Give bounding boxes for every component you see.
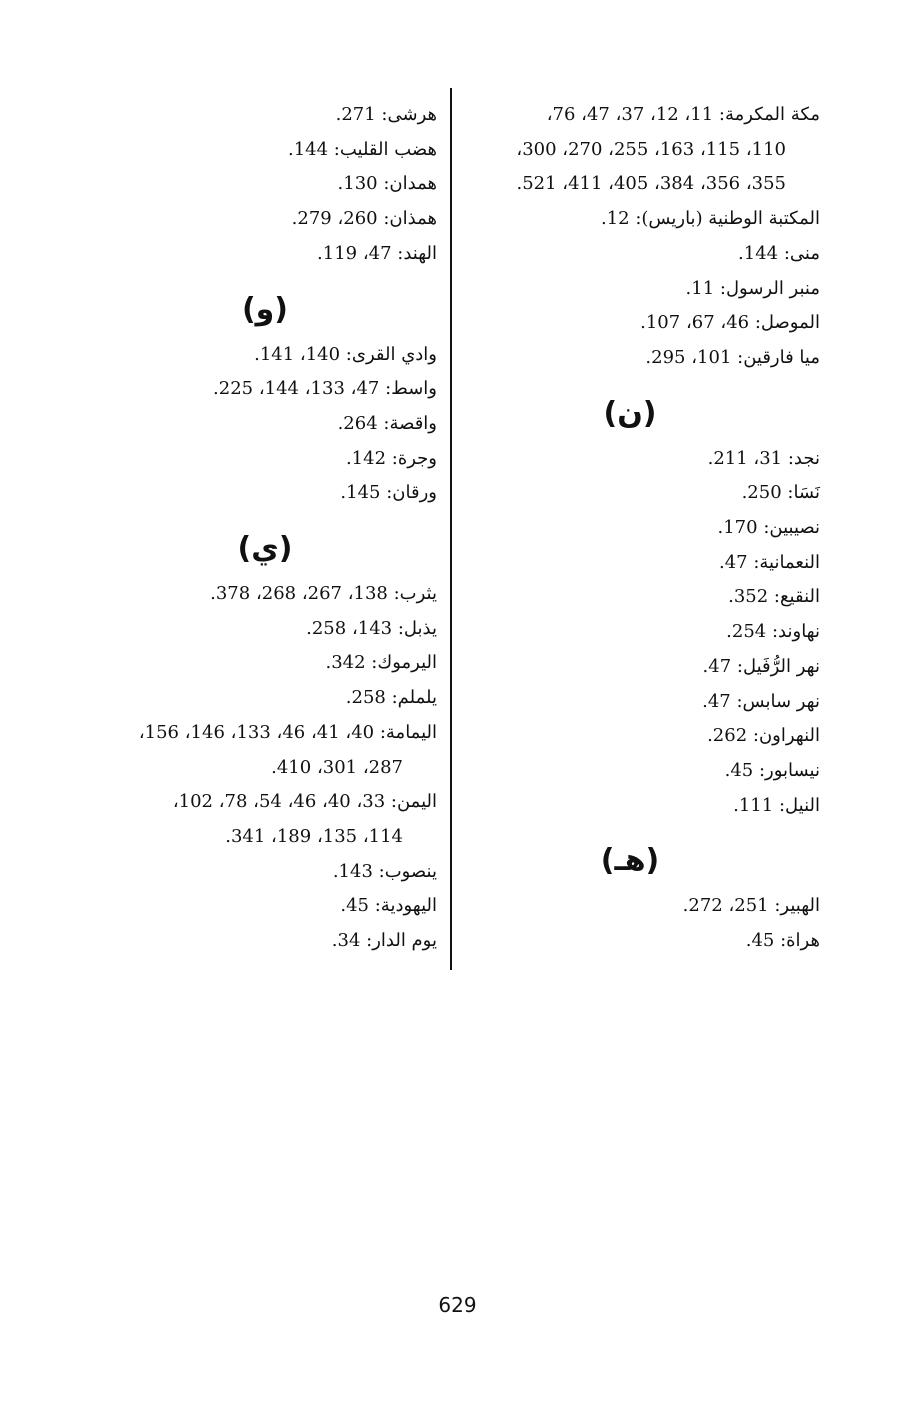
index-entry: وادي القرى: 140، 141. (254, 343, 437, 365)
index-entry: الموصل: 46، 67، 107. (640, 312, 820, 334)
index-entry: همدان: 130. (337, 173, 437, 195)
section-letter-heading: (ن) (603, 395, 657, 431)
index-entry: اليهودية: 45. (340, 895, 437, 917)
index-entry: النقيع: 352. (728, 586, 820, 608)
index-entry: هضب القليب: 144. (287, 138, 437, 160)
index-entry: هرشى: 271. (335, 104, 437, 125)
index-entry: همذان: 260، 279. (291, 208, 437, 230)
index-entry: مكة المكرمة: 11، 12، 37، 47، 76، (546, 104, 820, 125)
index-entry: واقصة: 264. (337, 412, 437, 434)
index-entry: اليرموك: 342. (325, 652, 437, 674)
index-entry: نهاوند: 254. (726, 621, 820, 643)
page-number: 629 (438, 1293, 477, 1317)
index-entry: يثرب: 138، 267، 268، 378. (210, 583, 437, 605)
index-entry: النيل: 111. (733, 794, 820, 816)
index-entry: يذبل: 143، 258. (306, 617, 437, 639)
index-entry: منى: 144. (738, 242, 820, 264)
index-entry: يلملم: 258. (345, 687, 437, 709)
index-entry: اليمن: 33، 40، 46، 54، 78، 102، (172, 791, 437, 813)
index-entry: نجد: 31، 211. (707, 447, 820, 469)
index-entry: منبر الرسول: 11. (685, 277, 820, 299)
index-entry: وجرة: 142. (345, 447, 437, 469)
index-entry: ورقان: 145. (340, 482, 437, 504)
index-entry: هراة: 45. (745, 930, 820, 952)
section-letter-heading: (هـ) (600, 843, 660, 879)
index-column-right (465, 98, 820, 959)
index-entry: يوم الدار: 34. (331, 930, 437, 952)
index-column-left (77, 98, 437, 959)
column-divider (450, 88, 452, 970)
index-entry: المكتبة الوطنية (باريس): 12. (600, 208, 820, 230)
index-entry: نهر سابس: 47. (702, 690, 820, 712)
index-entry: الهبير: 251، 272. (682, 895, 820, 917)
index-entry: النعمانية: 47. (718, 551, 820, 573)
section-letter-heading: (ي) (237, 531, 293, 567)
index-entry: واسط: 47، 133، 144، 225. (213, 378, 437, 400)
index-entry: نصيبين: 170. (717, 517, 820, 539)
index-entry: النهراون: 262. (707, 725, 820, 747)
index-entry: اليمامة: 40، 41، 46، 133، 146، 156، (138, 721, 437, 743)
section-letter-heading: (و) (241, 291, 289, 327)
index-entry-continuation: 110، 115، 163، 255، 270، 300، (516, 138, 786, 160)
index-entry: نَسَا: 250. (741, 482, 820, 504)
index-entry: الهند: 47، 119. (317, 242, 437, 264)
index-entry: ميا فارقين: 101، 295. (645, 346, 820, 368)
index-entry: نهر الرُّفَيل: 47. (702, 655, 820, 677)
index-entry: نيسابور: 45. (724, 759, 820, 781)
index-entry-continuation: 287، 301، 410. (271, 756, 403, 778)
index-entry: ينصوب: 143. (332, 860, 437, 882)
index-entry-continuation: 114، 135، 189، 341. (225, 825, 403, 847)
index-entry-continuation: 355، 356، 384، 405، 411، 521. (516, 173, 786, 195)
